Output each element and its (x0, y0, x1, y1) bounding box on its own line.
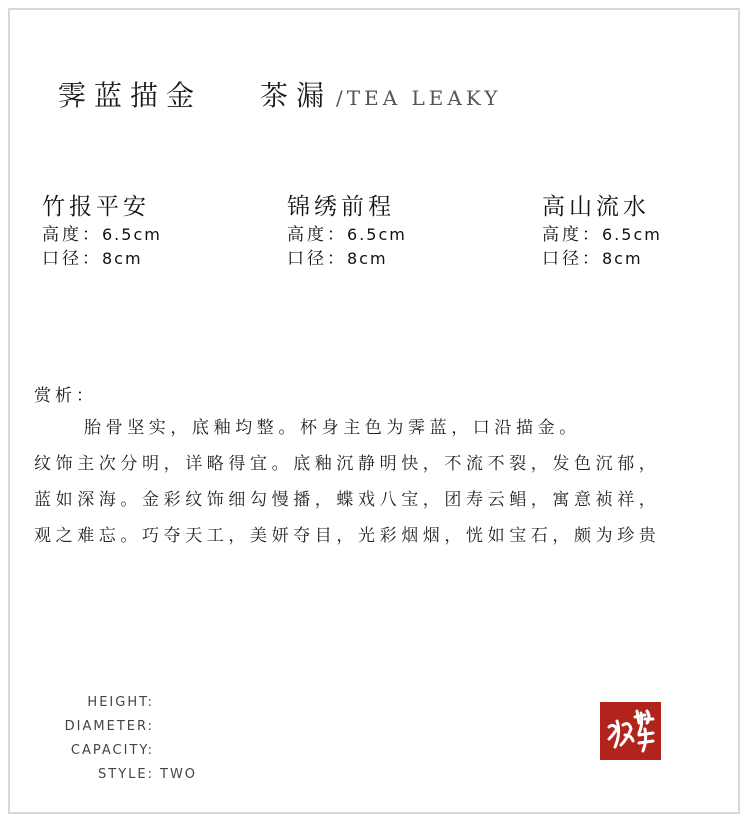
variant-height (542, 223, 742, 247)
title-chinese: 霁蓝描金 (58, 79, 203, 112)
variant-height (287, 223, 487, 247)
seal-stamp-icon (600, 702, 661, 760)
analysis-line: 纹饰主次分明，详略得宜。底釉沉静明快，不流不裂，发色沉郁， (34, 454, 661, 474)
analysis-line: 观之难忘。巧夺天工，美妍夺目，光彩烟烟，恍如宝石，颇为珍贵 (34, 526, 661, 546)
height-value: 6.5cm (102, 225, 162, 244)
spec-diameter-label: DIAMETER: (64, 719, 154, 734)
spec-style-value: TWO (160, 767, 198, 782)
title-english: /TEA LEAKY (336, 86, 502, 110)
spec-height-row (62, 691, 197, 715)
variant-1 (42, 188, 242, 271)
diameter-label: 口径： (542, 249, 602, 269)
variant-name: 竹报平安 (42, 194, 150, 220)
spec-diameter-row (62, 715, 197, 739)
seal-glyphs-icon (603, 705, 658, 757)
variant-height (42, 223, 242, 247)
diameter-value: 8cm (102, 249, 143, 268)
height-label: 高度： (287, 225, 347, 245)
spec-capacity-row (62, 739, 197, 763)
analysis-line: 蓝如深海。金彩纹饰细勾慢播，蝶戏八宝，团寿云鲳，寓意祯祥， (34, 490, 661, 510)
height-label: 高度： (42, 225, 102, 245)
diameter-label: 口径： (42, 249, 102, 269)
height-label: 高度： (542, 225, 602, 245)
title-product-chinese: 茶漏 (260, 79, 333, 112)
diameter-value: 8cm (602, 249, 643, 268)
variant-name: 高山流水 (542, 194, 650, 220)
height-value: 6.5cm (347, 225, 407, 244)
spec-capacity-label: CAPACITY: (70, 743, 154, 758)
spec-style-label: STYLE: (98, 767, 154, 782)
analysis-text (34, 410, 724, 554)
variant-diameter (42, 247, 242, 271)
diameter-value: 8cm (347, 249, 388, 268)
analysis-heading: 赏析： (34, 386, 97, 406)
diameter-label: 口径： (287, 249, 347, 269)
spec-height-label: HEIGHT: (87, 695, 154, 710)
spec-list (62, 691, 197, 787)
variant-3 (542, 188, 742, 271)
variant-diameter (287, 247, 487, 271)
page-title (58, 74, 501, 114)
variant-2 (287, 188, 487, 271)
analysis-line: 胎骨坚实，底釉均整。杯身主色为霁蓝，口沿描金。 (84, 418, 581, 438)
height-value: 6.5cm (602, 225, 662, 244)
spec-style-row (62, 763, 197, 787)
variant-diameter (542, 247, 742, 271)
variant-name: 锦绣前程 (287, 194, 395, 220)
